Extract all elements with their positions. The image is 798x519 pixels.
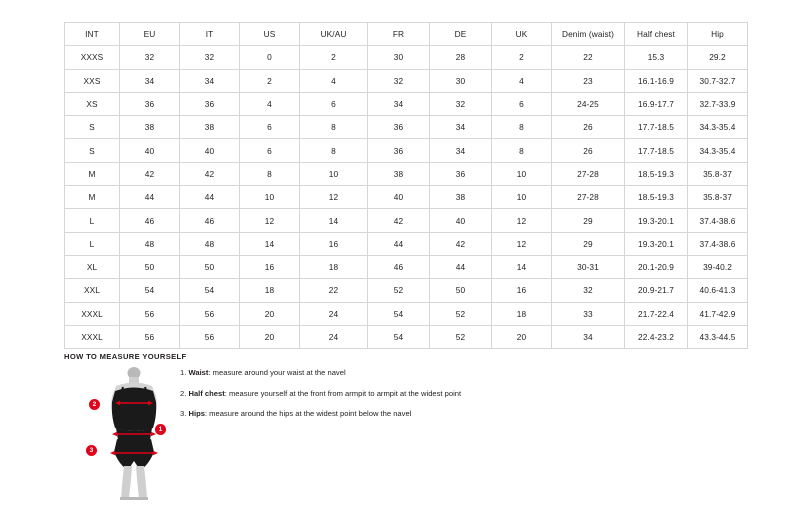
size-table: [64, 22, 748, 349]
table-cell: 6: [240, 116, 300, 139]
table-cell: 17.7-18.5: [625, 116, 688, 139]
table-cell: 16: [300, 232, 368, 255]
table-cell: 20: [492, 325, 552, 348]
table-cell: 6: [300, 92, 368, 115]
table-cell: 2: [492, 46, 552, 69]
table-cell: 20: [240, 325, 300, 348]
table-cell: 40: [430, 209, 492, 232]
table-cell: 54: [368, 325, 430, 348]
table-cell: 8: [492, 139, 552, 162]
size-table-container: [64, 22, 734, 349]
how-to-measure-title: HOW TO MEASURE YOURSELF: [64, 352, 187, 361]
table-row: [65, 232, 748, 255]
table-cell: 46: [120, 209, 180, 232]
table-cell: 8: [492, 116, 552, 139]
table-cell: 2: [300, 46, 368, 69]
table-cell: 56: [180, 325, 240, 348]
table-cell: 16: [492, 279, 552, 302]
table-cell: 38: [120, 116, 180, 139]
table-row: [65, 209, 748, 232]
table-cell: 32: [552, 279, 625, 302]
table-cell: S: [65, 116, 120, 139]
table-cell: 12: [492, 232, 552, 255]
table-cell: 23: [552, 69, 625, 92]
table-cell: XXXS: [65, 46, 120, 69]
column-header: Denim (waist): [552, 23, 625, 46]
table-cell: L: [65, 209, 120, 232]
table-row: [65, 162, 748, 185]
table-cell: 4: [240, 92, 300, 115]
table-header-row: [65, 23, 748, 46]
table-cell: 6: [240, 139, 300, 162]
table-cell: 30: [430, 69, 492, 92]
table-cell: 34: [430, 116, 492, 139]
table-cell: 8: [300, 116, 368, 139]
table-cell: 12: [240, 209, 300, 232]
table-cell: 50: [180, 255, 240, 278]
table-cell: XL: [65, 255, 120, 278]
table-cell: 54: [120, 279, 180, 302]
table-cell: 22: [300, 279, 368, 302]
table-cell: 19.3-20.1: [625, 209, 688, 232]
table-cell: 38: [430, 186, 492, 209]
table-cell: 40: [368, 186, 430, 209]
table-row: [65, 139, 748, 162]
measure-item-term: Half chest: [188, 388, 225, 398]
table-cell: 52: [430, 325, 492, 348]
column-header: FR: [368, 23, 430, 46]
table-cell: 32.7-33.9: [688, 92, 748, 115]
measure-instructions: [180, 368, 580, 430]
table-cell: 4: [492, 69, 552, 92]
table-cell: 39-40.2: [688, 255, 748, 278]
table-cell: 42: [368, 209, 430, 232]
table-cell: 42: [180, 162, 240, 185]
table-cell: 24-25: [552, 92, 625, 115]
table-cell: 36: [120, 92, 180, 115]
table-cell: M: [65, 162, 120, 185]
measure-item-number: 2.: [180, 388, 187, 398]
table-cell: 26: [552, 116, 625, 139]
mannequin-illustration: [88, 366, 180, 501]
table-cell: 52: [368, 279, 430, 302]
table-cell: 18: [492, 302, 552, 325]
table-cell: 34: [430, 139, 492, 162]
table-cell: 24: [300, 325, 368, 348]
table-cell: 29: [552, 209, 625, 232]
table-cell: 22: [552, 46, 625, 69]
table-cell: 40.6-41.3: [688, 279, 748, 302]
column-header: Half chest: [625, 23, 688, 46]
column-header: EU: [120, 23, 180, 46]
table-cell: 28: [430, 46, 492, 69]
table-cell: M: [65, 186, 120, 209]
table-cell: 44: [368, 232, 430, 255]
table-row: [65, 92, 748, 115]
measure-item-term: Hips: [188, 409, 205, 419]
table-cell: 22.4-23.2: [625, 325, 688, 348]
table-cell: 14: [492, 255, 552, 278]
table-cell: 40: [120, 139, 180, 162]
measure-badge-1: 1: [155, 424, 166, 435]
table-cell: 46: [180, 209, 240, 232]
table-row: [65, 302, 748, 325]
table-cell: 34.3-35.4: [688, 116, 748, 139]
table-cell: 48: [120, 232, 180, 255]
table-cell: 14: [240, 232, 300, 255]
table-cell: 32: [180, 46, 240, 69]
table-cell: 30.7-32.7: [688, 69, 748, 92]
table-cell: 8: [240, 162, 300, 185]
table-cell: 16.1-16.9: [625, 69, 688, 92]
table-cell: 16: [240, 255, 300, 278]
table-cell: 18: [300, 255, 368, 278]
table-cell: 37.4-38.6: [688, 232, 748, 255]
table-cell: 18: [240, 279, 300, 302]
table-cell: 18.5-19.3: [625, 162, 688, 185]
table-cell: 50: [430, 279, 492, 302]
table-cell: XXL: [65, 279, 120, 302]
table-row: [65, 186, 748, 209]
table-cell: 36: [180, 92, 240, 115]
table-cell: 34: [368, 92, 430, 115]
measure-instruction-item: [180, 409, 580, 418]
table-cell: 18.5-19.3: [625, 186, 688, 209]
table-cell: 19.3-20.1: [625, 232, 688, 255]
table-cell: S: [65, 139, 120, 162]
table-cell: 44: [120, 186, 180, 209]
table-cell: L: [65, 232, 120, 255]
table-cell: 14: [300, 209, 368, 232]
table-cell: 33: [552, 302, 625, 325]
table-cell: 10: [492, 186, 552, 209]
table-cell: 34: [120, 69, 180, 92]
table-cell: 38: [180, 116, 240, 139]
table-cell: 34: [180, 69, 240, 92]
table-cell: 26: [552, 139, 625, 162]
table-row: [65, 46, 748, 69]
table-row: [65, 69, 748, 92]
column-header: UK: [492, 23, 552, 46]
table-cell: 10: [240, 186, 300, 209]
table-row: [65, 279, 748, 302]
table-cell: 41.7-42.9: [688, 302, 748, 325]
column-header: IT: [180, 23, 240, 46]
measure-instruction-item: [180, 368, 580, 377]
table-cell: 34: [552, 325, 625, 348]
table-cell: 27-28: [552, 162, 625, 185]
table-cell: 32: [368, 69, 430, 92]
table-cell: 54: [368, 302, 430, 325]
table-cell: 50: [120, 255, 180, 278]
table-row: [65, 255, 748, 278]
table-cell: 17.7-18.5: [625, 139, 688, 162]
table-cell: 16.9-17.7: [625, 92, 688, 115]
table-cell: 37.4-38.6: [688, 209, 748, 232]
table-cell: 36: [368, 139, 430, 162]
table-cell: 20: [240, 302, 300, 325]
table-cell: 20.9-21.7: [625, 279, 688, 302]
measure-item-text: : measure around the hips at the widest point below the navel: [204, 409, 412, 419]
measure-item-text: : measure yourself at the front from armpit to armpit at the widest point: [224, 388, 462, 398]
table-cell: 44: [430, 255, 492, 278]
table-cell: 30-31: [552, 255, 625, 278]
table-cell: XXXL: [65, 325, 120, 348]
table-cell: XXXL: [65, 302, 120, 325]
measure-item-text: : measure around your waist at the navel: [208, 368, 346, 377]
table-cell: 29: [552, 232, 625, 255]
table-row: [65, 325, 748, 348]
table-cell: 2: [240, 69, 300, 92]
column-header: UK/AU: [300, 23, 368, 46]
table-cell: 54: [180, 279, 240, 302]
table-cell: 43.3-44.5: [688, 325, 748, 348]
table-cell: XS: [65, 92, 120, 115]
table-cell: 35.8-37: [688, 186, 748, 209]
table-cell: 10: [300, 162, 368, 185]
table-cell: 52: [430, 302, 492, 325]
table-cell: 44: [180, 186, 240, 209]
table-cell: 42: [120, 162, 180, 185]
table-cell: 32: [120, 46, 180, 69]
table-cell: 46: [368, 255, 430, 278]
table-cell: 30: [368, 46, 430, 69]
table-cell: 10: [492, 162, 552, 185]
table-cell: 56: [120, 302, 180, 325]
measure-badge-3: 3: [86, 445, 97, 456]
measure-item-term: Waist: [188, 368, 209, 377]
table-cell: 36: [430, 162, 492, 185]
table-cell: 12: [300, 186, 368, 209]
table-cell: 20.1-20.9: [625, 255, 688, 278]
table-cell: 8: [300, 139, 368, 162]
measure-item-number: 1.: [180, 368, 187, 377]
table-cell: 38: [368, 162, 430, 185]
table-cell: 0: [240, 46, 300, 69]
table-cell: 56: [120, 325, 180, 348]
column-header: US: [240, 23, 300, 46]
table-cell: 34.3-35.4: [688, 139, 748, 162]
measure-instruction-item: [180, 389, 580, 398]
measure-badge-2: 2: [89, 399, 100, 410]
table-cell: XXS: [65, 69, 120, 92]
column-header: DE: [430, 23, 492, 46]
table-cell: 29.2: [688, 46, 748, 69]
table-cell: 40: [180, 139, 240, 162]
column-header: INT: [65, 23, 120, 46]
table-cell: 27-28: [552, 186, 625, 209]
mannequin-figure-icon: [88, 366, 180, 501]
table-cell: 36: [368, 116, 430, 139]
table-row: [65, 116, 748, 139]
table-cell: 4: [300, 69, 368, 92]
column-header: Hip: [688, 23, 748, 46]
table-cell: 12: [492, 209, 552, 232]
table-cell: 56: [180, 302, 240, 325]
table-cell: 35.8-37: [688, 162, 748, 185]
table-cell: 15.3: [625, 46, 688, 69]
table-cell: 6: [492, 92, 552, 115]
table-cell: 48: [180, 232, 240, 255]
measure-item-number: 3.: [180, 409, 187, 419]
table-cell: 42: [430, 232, 492, 255]
table-cell: 21.7-22.4: [625, 302, 688, 325]
table-cell: 32: [430, 92, 492, 115]
table-cell: 24: [300, 302, 368, 325]
